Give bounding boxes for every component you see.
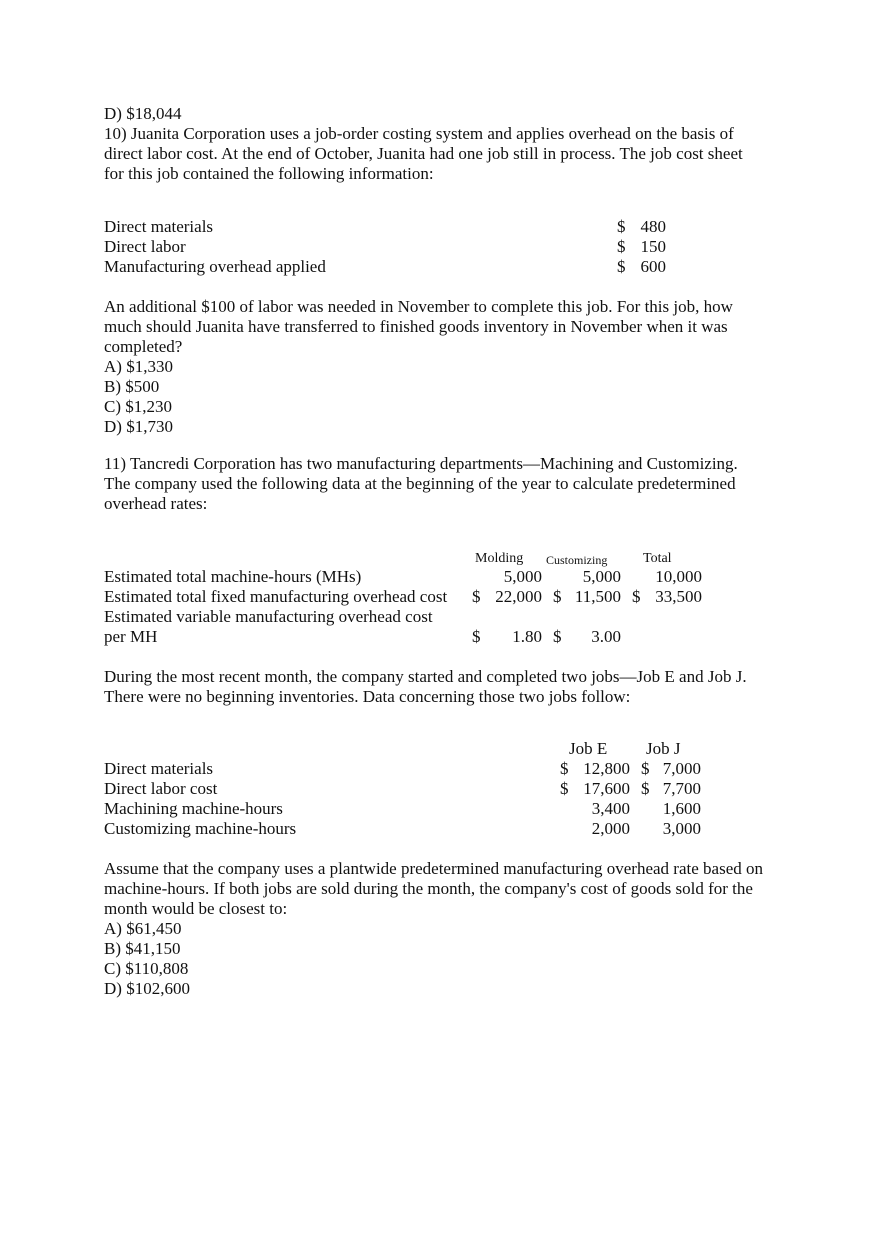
q11-choice: D) $102,600 [104, 979, 190, 998]
jobs-cell-job-e: 12,800 [583, 759, 630, 778]
dept-cell-total: 10,000 [655, 567, 702, 586]
q10-choice: D) $1,730 [104, 417, 173, 436]
dept-cell-currency: $ [632, 587, 641, 606]
dept-cell-customizing: 5,000 [582, 567, 621, 586]
dept-header-customizing: Customizing [546, 553, 608, 567]
q10-table-amount: 150 [640, 237, 666, 256]
jobs-cell-job-j: 3,000 [662, 819, 701, 838]
dept-header-total: Total [643, 551, 672, 566]
q10-question-line: completed? [104, 337, 183, 356]
dept-row-label: Estimated total fixed manufacturing overhead cost [104, 587, 448, 606]
jobs-cell-job-j: 1,600 [662, 799, 701, 818]
jobs-row-label: Direct labor cost [104, 779, 218, 798]
dept-header-molding: Molding [475, 551, 524, 566]
q10-table-label: Direct materials [104, 217, 214, 236]
q10-table-label: Direct labor [104, 237, 186, 256]
dept-cell-molding: 22,000 [495, 587, 542, 606]
previous-answer: D) $18,044 [104, 104, 182, 123]
jobs-cell-job-e: 17,600 [583, 779, 630, 798]
dept-cell-molding: 1.80 [512, 627, 542, 646]
jobs-cell-job-j: 7,700 [662, 779, 701, 798]
q10-table-currency: $ [617, 237, 626, 256]
dept-cell-molding: 5,000 [503, 567, 542, 586]
jobs-cell-job-e: 3,400 [591, 799, 630, 818]
jobs-header-job-e: Job E [569, 739, 608, 758]
q10-table-amount: 600 [640, 257, 666, 276]
jobs-cell-currency: $ [641, 759, 650, 778]
jobs-row-label: Direct materials [104, 759, 214, 778]
dept-row-label: Estimated variable manufacturing overhead cost [104, 607, 433, 626]
jobs-cell-currency: $ [560, 779, 569, 798]
q10-question-line: much should Juanita have transferred to finished goods inventory in November when it was [104, 317, 728, 336]
q10-table-currency: $ [617, 217, 626, 236]
q11-choice: C) $110,808 [104, 959, 189, 978]
dept-cell-total: 33,500 [655, 587, 702, 606]
q10-table-label: Manufacturing overhead applied [104, 257, 326, 276]
q10-text-line: 10) Juanita Corporation uses a job-order costing system and applies overhead on the basis of [104, 124, 734, 143]
dept-cell-customizing: 11,500 [574, 587, 621, 606]
dept-cell-currency: $ [472, 587, 481, 606]
q11-jobs-intro-line: There were no beginning inventories. Data concerning those two jobs follow: [104, 687, 631, 706]
q11-text-line: The company used the following data at the beginning of the year to calculate predetermined [104, 474, 736, 493]
q10-text-line: for this job contained the following information: [104, 164, 434, 183]
dept-cell-currency: $ [553, 627, 562, 646]
q11-text-line: 11) Tancredi Corporation has two manufacturing departments—Machining and Customizing. [104, 454, 738, 473]
q10-table-amount: 480 [640, 217, 666, 236]
q11-question-line: month would be closest to: [104, 899, 288, 918]
jobs-row-label: Machining machine-hours [104, 799, 283, 818]
q10-question-line: An additional $100 of labor was needed in November to complete this job. For this job, how [104, 297, 733, 316]
dept-row-label: per MH [104, 627, 158, 646]
q11-question-line: Assume that the company uses a plantwide predetermined manufacturing overhead rate based on [104, 859, 763, 878]
jobs-cell-currency: $ [641, 779, 650, 798]
dept-cell-currency: $ [553, 587, 562, 606]
q10-choice: C) $1,230 [104, 397, 172, 416]
jobs-header-job-j: Job J [646, 739, 681, 758]
jobs-cell-job-e: 2,000 [591, 819, 630, 838]
q10-choice: A) $1,330 [104, 357, 173, 376]
dept-cell-currency: $ [472, 627, 481, 646]
q10-choice: B) $500 [104, 377, 160, 396]
q10-table-currency: $ [617, 257, 626, 276]
jobs-cell-job-j: 7,000 [662, 759, 701, 778]
q11-text-line: overhead rates: [104, 494, 208, 513]
jobs-row-label: Customizing machine-hours [104, 819, 297, 838]
q11-jobs-intro-line: During the most recent month, the company started and completed two jobs—Job E and Job J. [104, 667, 747, 686]
q11-question-line: machine-hours. If both jobs are sold during the month, the company's cost of goods sold for the [104, 879, 753, 898]
dept-row-label: Estimated total machine-hours (MHs) [104, 567, 362, 586]
q10-text-line: direct labor cost. At the end of October, Juanita had one job still in process. The job cost sheet [104, 144, 743, 163]
dept-cell-customizing: 3.00 [591, 627, 621, 646]
q11-choice: A) $61,450 [104, 919, 182, 938]
q11-choice: B) $41,150 [104, 939, 181, 958]
jobs-cell-currency: $ [560, 759, 569, 778]
